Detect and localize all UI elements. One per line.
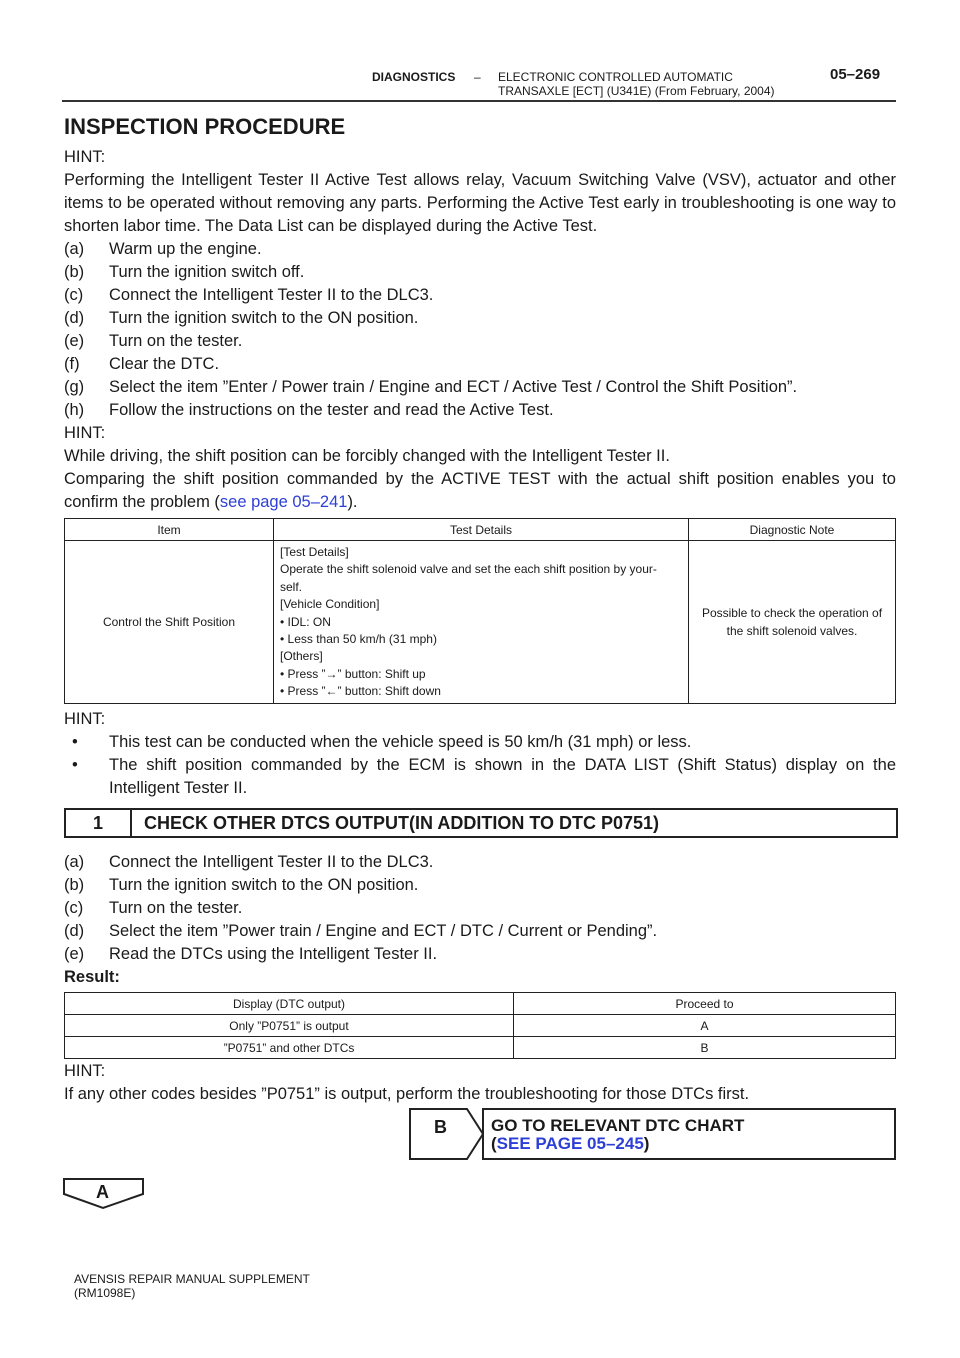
item-cell: Control the Shift Position: [65, 541, 274, 704]
substep-e: [64, 943, 437, 966]
step-text: Turn on the tester.: [109, 899, 243, 917]
col-header-display: Display (DTC output): [65, 993, 514, 1015]
col-header-item: Item: [65, 519, 274, 541]
detail-line: • Less than 50 km/h (31 mph): [280, 632, 437, 647]
step-text: Turn the ignition switch to the ON position.: [109, 876, 419, 894]
header-dash: –: [474, 70, 481, 84]
hint-label-2: HINT:: [64, 424, 106, 442]
step-g: [64, 376, 797, 399]
next-a-label: A: [96, 1182, 109, 1202]
step-text: Turn on the tester.: [109, 332, 243, 350]
header-title-line2: TRANSAXLE [ECT] (U341E) (From February, 2004): [498, 84, 775, 98]
goto-open-paren: (: [491, 1134, 497, 1153]
substep-c: [64, 897, 242, 920]
goto-letter: B: [434, 1117, 447, 1137]
result-label: Result:: [64, 968, 120, 986]
bullet-text: This test can be conducted when the vehicle speed is 50 km/h (31 mph) or less.: [109, 733, 692, 751]
step-c: [64, 284, 433, 307]
step-1-box: [64, 808, 898, 838]
detail-line: • IDL: ON: [280, 614, 331, 629]
active-test-table: [64, 518, 896, 704]
step-label: (e): [64, 945, 85, 963]
step-label: (e): [64, 332, 85, 350]
footer-line2: (RM1098E): [74, 1286, 136, 1300]
step-f: [64, 353, 219, 376]
note-line: the shift solenoid valves.: [726, 623, 858, 638]
step-label: (f): [64, 355, 80, 373]
bullet-icon: •: [72, 756, 78, 774]
goto-line2: [491, 1135, 744, 1153]
result-display-cell: Only ”P0751” is output: [65, 1015, 514, 1037]
step-label: (c): [64, 899, 84, 917]
step-text: Follow the instructions on the tester and read the Active Test.: [109, 401, 554, 419]
detail-line: Operate the shift solenoid valve and set the each shift position by your-: [280, 562, 657, 577]
table-row: [65, 1015, 896, 1037]
step-text: Select the item ”Enter / Power train / Engine and ECT / Active Test / Control the Shift Position”.: [109, 378, 798, 396]
intro-paragraph: Performing the Intelligent Tester II Active Test allows relay, Vacuum Switching Valve (VSV), actuator and other items to be operated without removing any parts. Performing the Active Test early in troubleshooting is one way to shorten labor time. The Data List can be displayed during the Active Test.: [64, 171, 896, 235]
step-label: (a): [64, 853, 85, 871]
substep-b: [64, 874, 418, 897]
step-text: Turn the ignition switch to the ON position.: [109, 309, 419, 327]
hint2-paragraph: [64, 468, 896, 514]
result-table: [64, 992, 896, 1059]
hint-label-4: HINT:: [64, 1062, 106, 1080]
step-label: (h): [64, 401, 85, 419]
step-text: Warm up the engine.: [109, 240, 262, 258]
detail-line: • Press ”→” button: Shift up: [280, 666, 426, 681]
step-text: Connect the Intelligent Tester II to the DLC3.: [109, 286, 434, 304]
step-e: [64, 330, 242, 353]
step-label: (g): [64, 378, 85, 396]
result-proceed-cell: A: [514, 1015, 896, 1037]
hint4-text: If any other codes besides ”P0751” is output, perform the troubleshooting for those DTCs first.: [64, 1085, 750, 1103]
step-text: Turn the ignition switch off.: [109, 263, 305, 281]
step-h: [64, 399, 554, 422]
detail-line: [Others]: [280, 649, 323, 664]
page-title: INSPECTION PROCEDURE: [64, 114, 346, 139]
step-label: (c): [64, 286, 84, 304]
hint-label-3: HINT:: [64, 710, 106, 728]
bullet-text: The shift position commanded by the ECM is shown in the DATA LIST (Shift Status) display on the Intelligent Tester II.: [109, 756, 896, 797]
note-line: Possible to check the operation of: [701, 605, 883, 620]
step-text: Select the item ”Power train / Engine and ECT / DTC / Current or Pending”.: [109, 922, 658, 940]
page-number: 05–269: [830, 66, 881, 83]
goto-text: [491, 1117, 744, 1153]
header-title-line1: ELECTRONIC CONTROLLED AUTOMATIC: [498, 70, 733, 84]
step-label: (b): [64, 876, 85, 894]
hint3-bullet-1: [64, 731, 896, 754]
step-title: CHECK OTHER DTCS OUTPUT(IN ADDITION TO DTC P0751): [144, 813, 660, 833]
hint3-bullet-2: [64, 754, 896, 800]
detail-line: [Vehicle Condition]: [280, 597, 380, 612]
bullet-icon: •: [72, 733, 78, 751]
hint2-text-end: ).: [347, 493, 358, 511]
hint2-text: Comparing the shift position commanded by the ACTIVE TEST with the actual shift position enables you to confirm the problem (: [64, 470, 896, 511]
col-header-test-details: Test Details: [274, 519, 689, 541]
substep-d: [64, 920, 657, 943]
header-section: DIAGNOSTICS: [372, 70, 456, 84]
step-d: [64, 307, 418, 330]
step-b: [64, 261, 304, 284]
hint-label: HINT:: [64, 148, 106, 166]
test-details-cell: [274, 541, 689, 704]
hint2-line1: While driving, the shift position can be forcibly changed with the Intelligent Tester II.: [64, 447, 670, 465]
goto-close-paren: ): [643, 1134, 650, 1153]
col-header-diagnostic-note: Diagnostic Note: [689, 519, 896, 541]
table-row: [65, 1037, 896, 1059]
detail-line: self.: [280, 579, 303, 594]
step-label: (d): [64, 922, 85, 940]
header-title: [498, 70, 775, 98]
step-label: (a): [64, 240, 85, 258]
header-rule: [62, 100, 896, 102]
result-display-cell: ”P0751” and other DTCs: [65, 1037, 514, 1059]
detail-line: [Test Details]: [280, 545, 349, 559]
step-label: (b): [64, 263, 85, 281]
step-text: Read the DTCs using the Intelligent Tester II.: [109, 945, 438, 963]
step-label: (d): [64, 309, 85, 327]
step-a: [64, 238, 262, 261]
goto-see-page-link[interactable]: SEE PAGE 05–245: [496, 1134, 644, 1153]
diagnostic-note-cell: [689, 541, 896, 704]
col-header-proceed-to: Proceed to: [514, 993, 896, 1015]
step-number: 1: [66, 810, 132, 836]
see-page-link[interactable]: see page 05–241: [219, 493, 348, 511]
result-proceed-cell: B: [514, 1037, 896, 1059]
substep-a: [64, 851, 433, 874]
detail-line: • Press ”←” button: Shift down: [280, 684, 441, 699]
footer: [74, 1272, 310, 1300]
footer-line1: AVENSIS REPAIR MANUAL SUPPLEMENT: [74, 1272, 310, 1286]
step-text: Connect the Intelligent Tester II to the DLC3.: [109, 853, 434, 871]
step-text: Clear the DTC.: [109, 355, 220, 373]
goto-line1: GO TO RELEVANT DTC CHART: [491, 1116, 745, 1135]
